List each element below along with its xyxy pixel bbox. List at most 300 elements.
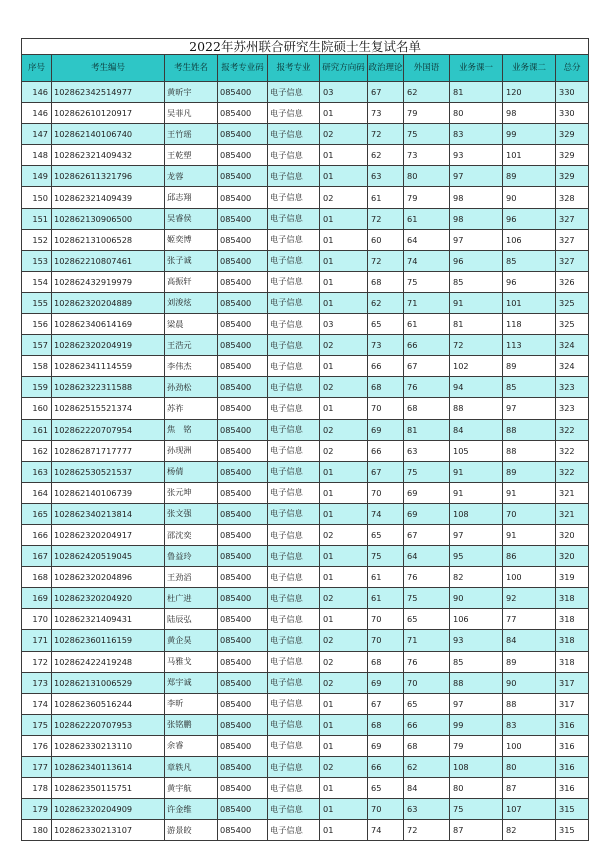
- subject-2-cell: 91: [503, 482, 556, 503]
- table-row: [22, 588, 589, 609]
- total-cell: 326: [556, 271, 589, 292]
- table-row: [22, 757, 589, 778]
- foreign-language-cell: 64: [404, 546, 450, 567]
- direction-code-cell: 01: [320, 503, 368, 524]
- table-row: [22, 271, 589, 292]
- major-cell: 电子信息: [268, 419, 320, 440]
- subject-1-cell: 75: [450, 799, 503, 820]
- subject-1-cell: 93: [450, 630, 503, 651]
- name-cell: 苏祚: [165, 398, 218, 419]
- exam-id-cell: 102862515521374: [52, 398, 165, 419]
- major-code-cell: 085400: [218, 651, 268, 672]
- major-code-cell: 085400: [218, 229, 268, 250]
- seq-cell: 164: [22, 482, 52, 503]
- foreign-language-cell: 71: [404, 630, 450, 651]
- politics-cell: 61: [368, 567, 404, 588]
- politics-cell: 70: [368, 398, 404, 419]
- seq-cell: 155: [22, 292, 52, 313]
- direction-code-cell: 01: [320, 482, 368, 503]
- direction-code-cell: 01: [320, 292, 368, 313]
- exam-id-cell: 102862321409432: [52, 145, 165, 166]
- subject-2-cell: 100: [503, 567, 556, 588]
- politics-cell: 62: [368, 145, 404, 166]
- seq-cell: 154: [22, 271, 52, 292]
- subject-1-cell: 84: [450, 419, 503, 440]
- politics-cell: 65: [368, 778, 404, 799]
- foreign-language-cell: 79: [404, 187, 450, 208]
- politics-cell: 65: [368, 524, 404, 545]
- name-cell: 余睿: [165, 735, 218, 756]
- major-cell: 电子信息: [268, 398, 320, 419]
- name-cell: 王乾塑: [165, 145, 218, 166]
- major-code-cell: 085400: [218, 672, 268, 693]
- subject-2-cell: 88: [503, 693, 556, 714]
- foreign-language-cell: 72: [404, 820, 450, 841]
- seq-cell: 166: [22, 524, 52, 545]
- politics-cell: 70: [368, 609, 404, 630]
- seq-cell: 171: [22, 630, 52, 651]
- subject-1-cell: 90: [450, 588, 503, 609]
- exam-id-cell: 102862420519045: [52, 546, 165, 567]
- exam-id-cell: 102862320204889: [52, 292, 165, 313]
- exam-id-cell: 102862330213110: [52, 735, 165, 756]
- total-cell: 323: [556, 377, 589, 398]
- subject-2-cell: 82: [503, 820, 556, 841]
- direction-code-cell: 01: [320, 609, 368, 630]
- name-cell: 吴睿侯: [165, 208, 218, 229]
- total-cell: 325: [556, 314, 589, 335]
- seq-cell: 161: [22, 419, 52, 440]
- politics-cell: 67: [368, 82, 404, 103]
- major-code-cell: 085400: [218, 735, 268, 756]
- subject-2-cell: 77: [503, 609, 556, 630]
- subject-1-cell: 82: [450, 567, 503, 588]
- major-cell: 电子信息: [268, 630, 320, 651]
- politics-cell: 70: [368, 482, 404, 503]
- total-cell: 318: [556, 609, 589, 630]
- major-cell: 电子信息: [268, 672, 320, 693]
- table-row: [22, 440, 589, 461]
- name-cell: 王竹瑶: [165, 124, 218, 145]
- major-code-cell: 085400: [218, 145, 268, 166]
- name-cell: 梁晨: [165, 314, 218, 335]
- table-row: [22, 672, 589, 693]
- subject-2-cell: 90: [503, 187, 556, 208]
- major-code-cell: 085400: [218, 461, 268, 482]
- major-code-cell: 085400: [218, 250, 268, 271]
- major-cell: 电子信息: [268, 567, 320, 588]
- direction-code-cell: 01: [320, 567, 368, 588]
- exam-id-cell: 102862130906500: [52, 208, 165, 229]
- table-row: [22, 609, 589, 630]
- header-row: [22, 55, 589, 82]
- name-cell: 邵沈奕: [165, 524, 218, 545]
- subject-1-cell: 85: [450, 651, 503, 672]
- total-cell: 322: [556, 440, 589, 461]
- total-cell: 327: [556, 229, 589, 250]
- name-cell: 马雅戈: [165, 651, 218, 672]
- exam-id-cell: 102862220707953: [52, 714, 165, 735]
- name-cell: 高振轩: [165, 271, 218, 292]
- major-cell: 电子信息: [268, 735, 320, 756]
- foreign-language-cell: 70: [404, 672, 450, 693]
- name-cell: 张子诚: [165, 250, 218, 271]
- major-code-cell: 085400: [218, 103, 268, 124]
- major-code-cell: 085400: [218, 567, 268, 588]
- table-row: [22, 103, 589, 124]
- name-cell: 黄昕宇: [165, 82, 218, 103]
- seq-cell: 167: [22, 546, 52, 567]
- direction-code-cell: 01: [320, 356, 368, 377]
- subject-1-cell: 108: [450, 503, 503, 524]
- col-header-exam-id: 考生编号: [52, 55, 165, 82]
- major-cell: 电子信息: [268, 588, 320, 609]
- direction-code-cell: 02: [320, 419, 368, 440]
- direction-code-cell: 02: [320, 672, 368, 693]
- foreign-language-cell: 65: [404, 693, 450, 714]
- subject-2-cell: 100: [503, 735, 556, 756]
- foreign-language-cell: 68: [404, 398, 450, 419]
- exam-id-cell: 102862320204920: [52, 588, 165, 609]
- exam-id-cell: 102862220707954: [52, 419, 165, 440]
- major-cell: 电子信息: [268, 124, 320, 145]
- subject-2-cell: 83: [503, 714, 556, 735]
- foreign-language-cell: 76: [404, 377, 450, 398]
- exam-id-cell: 102862330213107: [52, 820, 165, 841]
- major-code-cell: 085400: [218, 398, 268, 419]
- seq-cell: 169: [22, 588, 52, 609]
- exam-id-cell: 102862350115751: [52, 778, 165, 799]
- foreign-language-cell: 80: [404, 166, 450, 187]
- table-body: [22, 82, 589, 841]
- subject-2-cell: 90: [503, 672, 556, 693]
- seq-cell: 173: [22, 672, 52, 693]
- major-code-cell: 085400: [218, 335, 268, 356]
- major-code-cell: 085400: [218, 314, 268, 335]
- subject-1-cell: 91: [450, 461, 503, 482]
- major-code-cell: 085400: [218, 693, 268, 714]
- table-row: [22, 567, 589, 588]
- foreign-language-cell: 66: [404, 714, 450, 735]
- major-cell: 电子信息: [268, 356, 320, 377]
- foreign-language-cell: 75: [404, 588, 450, 609]
- major-cell: 电子信息: [268, 693, 320, 714]
- subject-2-cell: 88: [503, 440, 556, 461]
- name-cell: 孙劲松: [165, 377, 218, 398]
- total-cell: 320: [556, 546, 589, 567]
- total-cell: 319: [556, 567, 589, 588]
- major-cell: 电子信息: [268, 229, 320, 250]
- major-code-cell: 085400: [218, 356, 268, 377]
- subject-2-cell: 89: [503, 651, 556, 672]
- subject-1-cell: 108: [450, 757, 503, 778]
- foreign-language-cell: 81: [404, 419, 450, 440]
- major-cell: 电子信息: [268, 799, 320, 820]
- admission-list-table: [21, 38, 589, 841]
- exam-id-cell: 102862360116159: [52, 630, 165, 651]
- politics-cell: 66: [368, 757, 404, 778]
- total-cell: 315: [556, 820, 589, 841]
- table-row: [22, 187, 589, 208]
- subject-1-cell: 95: [450, 546, 503, 567]
- name-cell: 王劲滔: [165, 567, 218, 588]
- foreign-language-cell: 76: [404, 651, 450, 672]
- major-cell: 电子信息: [268, 377, 320, 398]
- major-cell: 电子信息: [268, 820, 320, 841]
- subject-1-cell: 94: [450, 377, 503, 398]
- subject-1-cell: 88: [450, 672, 503, 693]
- name-cell: 吴菲凡: [165, 103, 218, 124]
- direction-code-cell: 01: [320, 145, 368, 166]
- exam-id-cell: 102862131006529: [52, 672, 165, 693]
- table-row: [22, 482, 589, 503]
- table-row: [22, 250, 589, 271]
- exam-id-cell: 102862320204917: [52, 524, 165, 545]
- subject-2-cell: 120: [503, 82, 556, 103]
- col-header-major-code: 报考专业码: [218, 55, 268, 82]
- seq-cell: 157: [22, 335, 52, 356]
- table-row: [22, 630, 589, 651]
- foreign-language-cell: 67: [404, 356, 450, 377]
- name-cell: 李伟杰: [165, 356, 218, 377]
- direction-code-cell: 01: [320, 271, 368, 292]
- politics-cell: 69: [368, 419, 404, 440]
- table-row: [22, 335, 589, 356]
- politics-cell: 68: [368, 714, 404, 735]
- total-cell: 328: [556, 187, 589, 208]
- seq-cell: 163: [22, 461, 52, 482]
- table-row: [22, 419, 589, 440]
- subject-2-cell: 113: [503, 335, 556, 356]
- total-cell: 329: [556, 145, 589, 166]
- major-code-cell: 085400: [218, 546, 268, 567]
- direction-code-cell: 01: [320, 208, 368, 229]
- politics-cell: 67: [368, 693, 404, 714]
- name-cell: 邱志翔: [165, 187, 218, 208]
- major-code-cell: 085400: [218, 778, 268, 799]
- foreign-language-cell: 62: [404, 757, 450, 778]
- direction-code-cell: 01: [320, 778, 368, 799]
- direction-code-cell: 01: [320, 735, 368, 756]
- major-cell: 电子信息: [268, 250, 320, 271]
- direction-code-cell: 02: [320, 377, 368, 398]
- major-cell: 电子信息: [268, 187, 320, 208]
- col-header-foreign-language: 外国语: [404, 55, 450, 82]
- major-code-cell: 085400: [218, 377, 268, 398]
- exam-id-cell: 102862340113614: [52, 757, 165, 778]
- major-code-cell: 085400: [218, 208, 268, 229]
- foreign-language-cell: 61: [404, 208, 450, 229]
- col-header-seq: 序号: [22, 55, 52, 82]
- subject-2-cell: 89: [503, 166, 556, 187]
- politics-cell: 72: [368, 250, 404, 271]
- major-code-cell: 085400: [218, 820, 268, 841]
- subject-1-cell: 99: [450, 714, 503, 735]
- subject-1-cell: 88: [450, 398, 503, 419]
- name-cell: 郑宇诚: [165, 672, 218, 693]
- direction-code-cell: 02: [320, 440, 368, 461]
- subject-2-cell: 87: [503, 778, 556, 799]
- subject-2-cell: 89: [503, 461, 556, 482]
- total-cell: 330: [556, 103, 589, 124]
- foreign-language-cell: 73: [404, 145, 450, 166]
- seq-cell: 146: [22, 82, 52, 103]
- major-cell: 电子信息: [268, 208, 320, 229]
- seq-cell: 153: [22, 250, 52, 271]
- subject-1-cell: 97: [450, 524, 503, 545]
- subject-2-cell: 85: [503, 377, 556, 398]
- foreign-language-cell: 75: [404, 124, 450, 145]
- exam-id-cell: 102862140106740: [52, 124, 165, 145]
- exam-id-cell: 102862422419248: [52, 651, 165, 672]
- major-cell: 电子信息: [268, 714, 320, 735]
- sheet-title: 2022年苏州联合研究生院硕士生复试名单: [22, 39, 589, 55]
- direction-code-cell: 02: [320, 651, 368, 672]
- name-cell: 李昕: [165, 693, 218, 714]
- seq-cell: 162: [22, 440, 52, 461]
- subject-1-cell: 98: [450, 208, 503, 229]
- name-cell: 杜广进: [165, 588, 218, 609]
- major-cell: 电子信息: [268, 335, 320, 356]
- foreign-language-cell: 69: [404, 503, 450, 524]
- direction-code-cell: 03: [320, 82, 368, 103]
- table-row: [22, 229, 589, 250]
- direction-code-cell: 03: [320, 314, 368, 335]
- politics-cell: 66: [368, 440, 404, 461]
- major-code-cell: 085400: [218, 440, 268, 461]
- exam-id-cell: 102862432919979: [52, 271, 165, 292]
- table-row: [22, 314, 589, 335]
- foreign-language-cell: 68: [404, 735, 450, 756]
- major-cell: 电子信息: [268, 609, 320, 630]
- table-row: [22, 356, 589, 377]
- seq-cell: 172: [22, 651, 52, 672]
- subject-2-cell: 96: [503, 271, 556, 292]
- subject-2-cell: 88: [503, 419, 556, 440]
- politics-cell: 68: [368, 377, 404, 398]
- seq-cell: 146: [22, 103, 52, 124]
- subject-1-cell: 81: [450, 314, 503, 335]
- seq-cell: 179: [22, 799, 52, 820]
- total-cell: 317: [556, 672, 589, 693]
- direction-code-cell: 01: [320, 546, 368, 567]
- table-row: [22, 778, 589, 799]
- politics-cell: 69: [368, 672, 404, 693]
- name-cell: 张元坤: [165, 482, 218, 503]
- exam-id-cell: 102862140106739: [52, 482, 165, 503]
- total-cell: 329: [556, 166, 589, 187]
- major-code-cell: 085400: [218, 630, 268, 651]
- politics-cell: 74: [368, 820, 404, 841]
- score-sheet: [21, 38, 581, 841]
- exam-id-cell: 102862321409431: [52, 609, 165, 630]
- seq-cell: 175: [22, 714, 52, 735]
- foreign-language-cell: 74: [404, 250, 450, 271]
- total-cell: 329: [556, 124, 589, 145]
- politics-cell: 68: [368, 651, 404, 672]
- seq-cell: 180: [22, 820, 52, 841]
- subject-2-cell: 92: [503, 588, 556, 609]
- name-cell: 黄宇航: [165, 778, 218, 799]
- seq-cell: 165: [22, 503, 52, 524]
- total-cell: 321: [556, 503, 589, 524]
- seq-cell: 149: [22, 166, 52, 187]
- politics-cell: 61: [368, 187, 404, 208]
- exam-id-cell: 102862320204896: [52, 567, 165, 588]
- major-code-cell: 085400: [218, 524, 268, 545]
- name-cell: 张文强: [165, 503, 218, 524]
- name-cell: 王浩元: [165, 335, 218, 356]
- major-cell: 电子信息: [268, 461, 320, 482]
- seq-cell: 159: [22, 377, 52, 398]
- exam-id-cell: 102862320204919: [52, 335, 165, 356]
- major-cell: 电子信息: [268, 524, 320, 545]
- total-cell: 315: [556, 799, 589, 820]
- exam-id-cell: 102862340614169: [52, 314, 165, 335]
- major-cell: 电子信息: [268, 82, 320, 103]
- seq-cell: 147: [22, 124, 52, 145]
- subject-1-cell: 91: [450, 482, 503, 503]
- table-row: [22, 461, 589, 482]
- foreign-language-cell: 66: [404, 335, 450, 356]
- subject-1-cell: 96: [450, 250, 503, 271]
- exam-id-cell: 102862322311588: [52, 377, 165, 398]
- major-cell: 电子信息: [268, 271, 320, 292]
- foreign-language-cell: 71: [404, 292, 450, 313]
- total-cell: 327: [556, 208, 589, 229]
- major-code-cell: 085400: [218, 187, 268, 208]
- total-cell: 316: [556, 714, 589, 735]
- table-row: [22, 820, 589, 841]
- major-code-cell: 085400: [218, 799, 268, 820]
- subject-1-cell: 72: [450, 335, 503, 356]
- table-row: [22, 651, 589, 672]
- total-cell: 322: [556, 419, 589, 440]
- major-cell: 电子信息: [268, 166, 320, 187]
- foreign-language-cell: 64: [404, 229, 450, 250]
- major-cell: 电子信息: [268, 292, 320, 313]
- seq-cell: 178: [22, 778, 52, 799]
- col-header-politics: 政治理论: [368, 55, 404, 82]
- table-row: [22, 208, 589, 229]
- foreign-language-cell: 63: [404, 440, 450, 461]
- major-cell: 电子信息: [268, 503, 320, 524]
- subject-1-cell: 93: [450, 145, 503, 166]
- foreign-language-cell: 61: [404, 314, 450, 335]
- name-cell: 章轶凡: [165, 757, 218, 778]
- major-cell: 电子信息: [268, 103, 320, 124]
- name-cell: 许金维: [165, 799, 218, 820]
- politics-cell: 63: [368, 166, 404, 187]
- subject-1-cell: 102: [450, 356, 503, 377]
- subject-1-cell: 81: [450, 82, 503, 103]
- exam-id-cell: 102862131006528: [52, 229, 165, 250]
- politics-cell: 75: [368, 546, 404, 567]
- total-cell: 324: [556, 335, 589, 356]
- subject-2-cell: 97: [503, 398, 556, 419]
- direction-code-cell: 01: [320, 398, 368, 419]
- seq-cell: 168: [22, 567, 52, 588]
- table-row: [22, 714, 589, 735]
- table-row: [22, 82, 589, 103]
- name-cell: 杨倩: [165, 461, 218, 482]
- exam-id-cell: 102862342514977: [52, 82, 165, 103]
- table-row: [22, 693, 589, 714]
- foreign-language-cell: 75: [404, 461, 450, 482]
- major-cell: 电子信息: [268, 314, 320, 335]
- total-cell: 318: [556, 651, 589, 672]
- subject-2-cell: 86: [503, 546, 556, 567]
